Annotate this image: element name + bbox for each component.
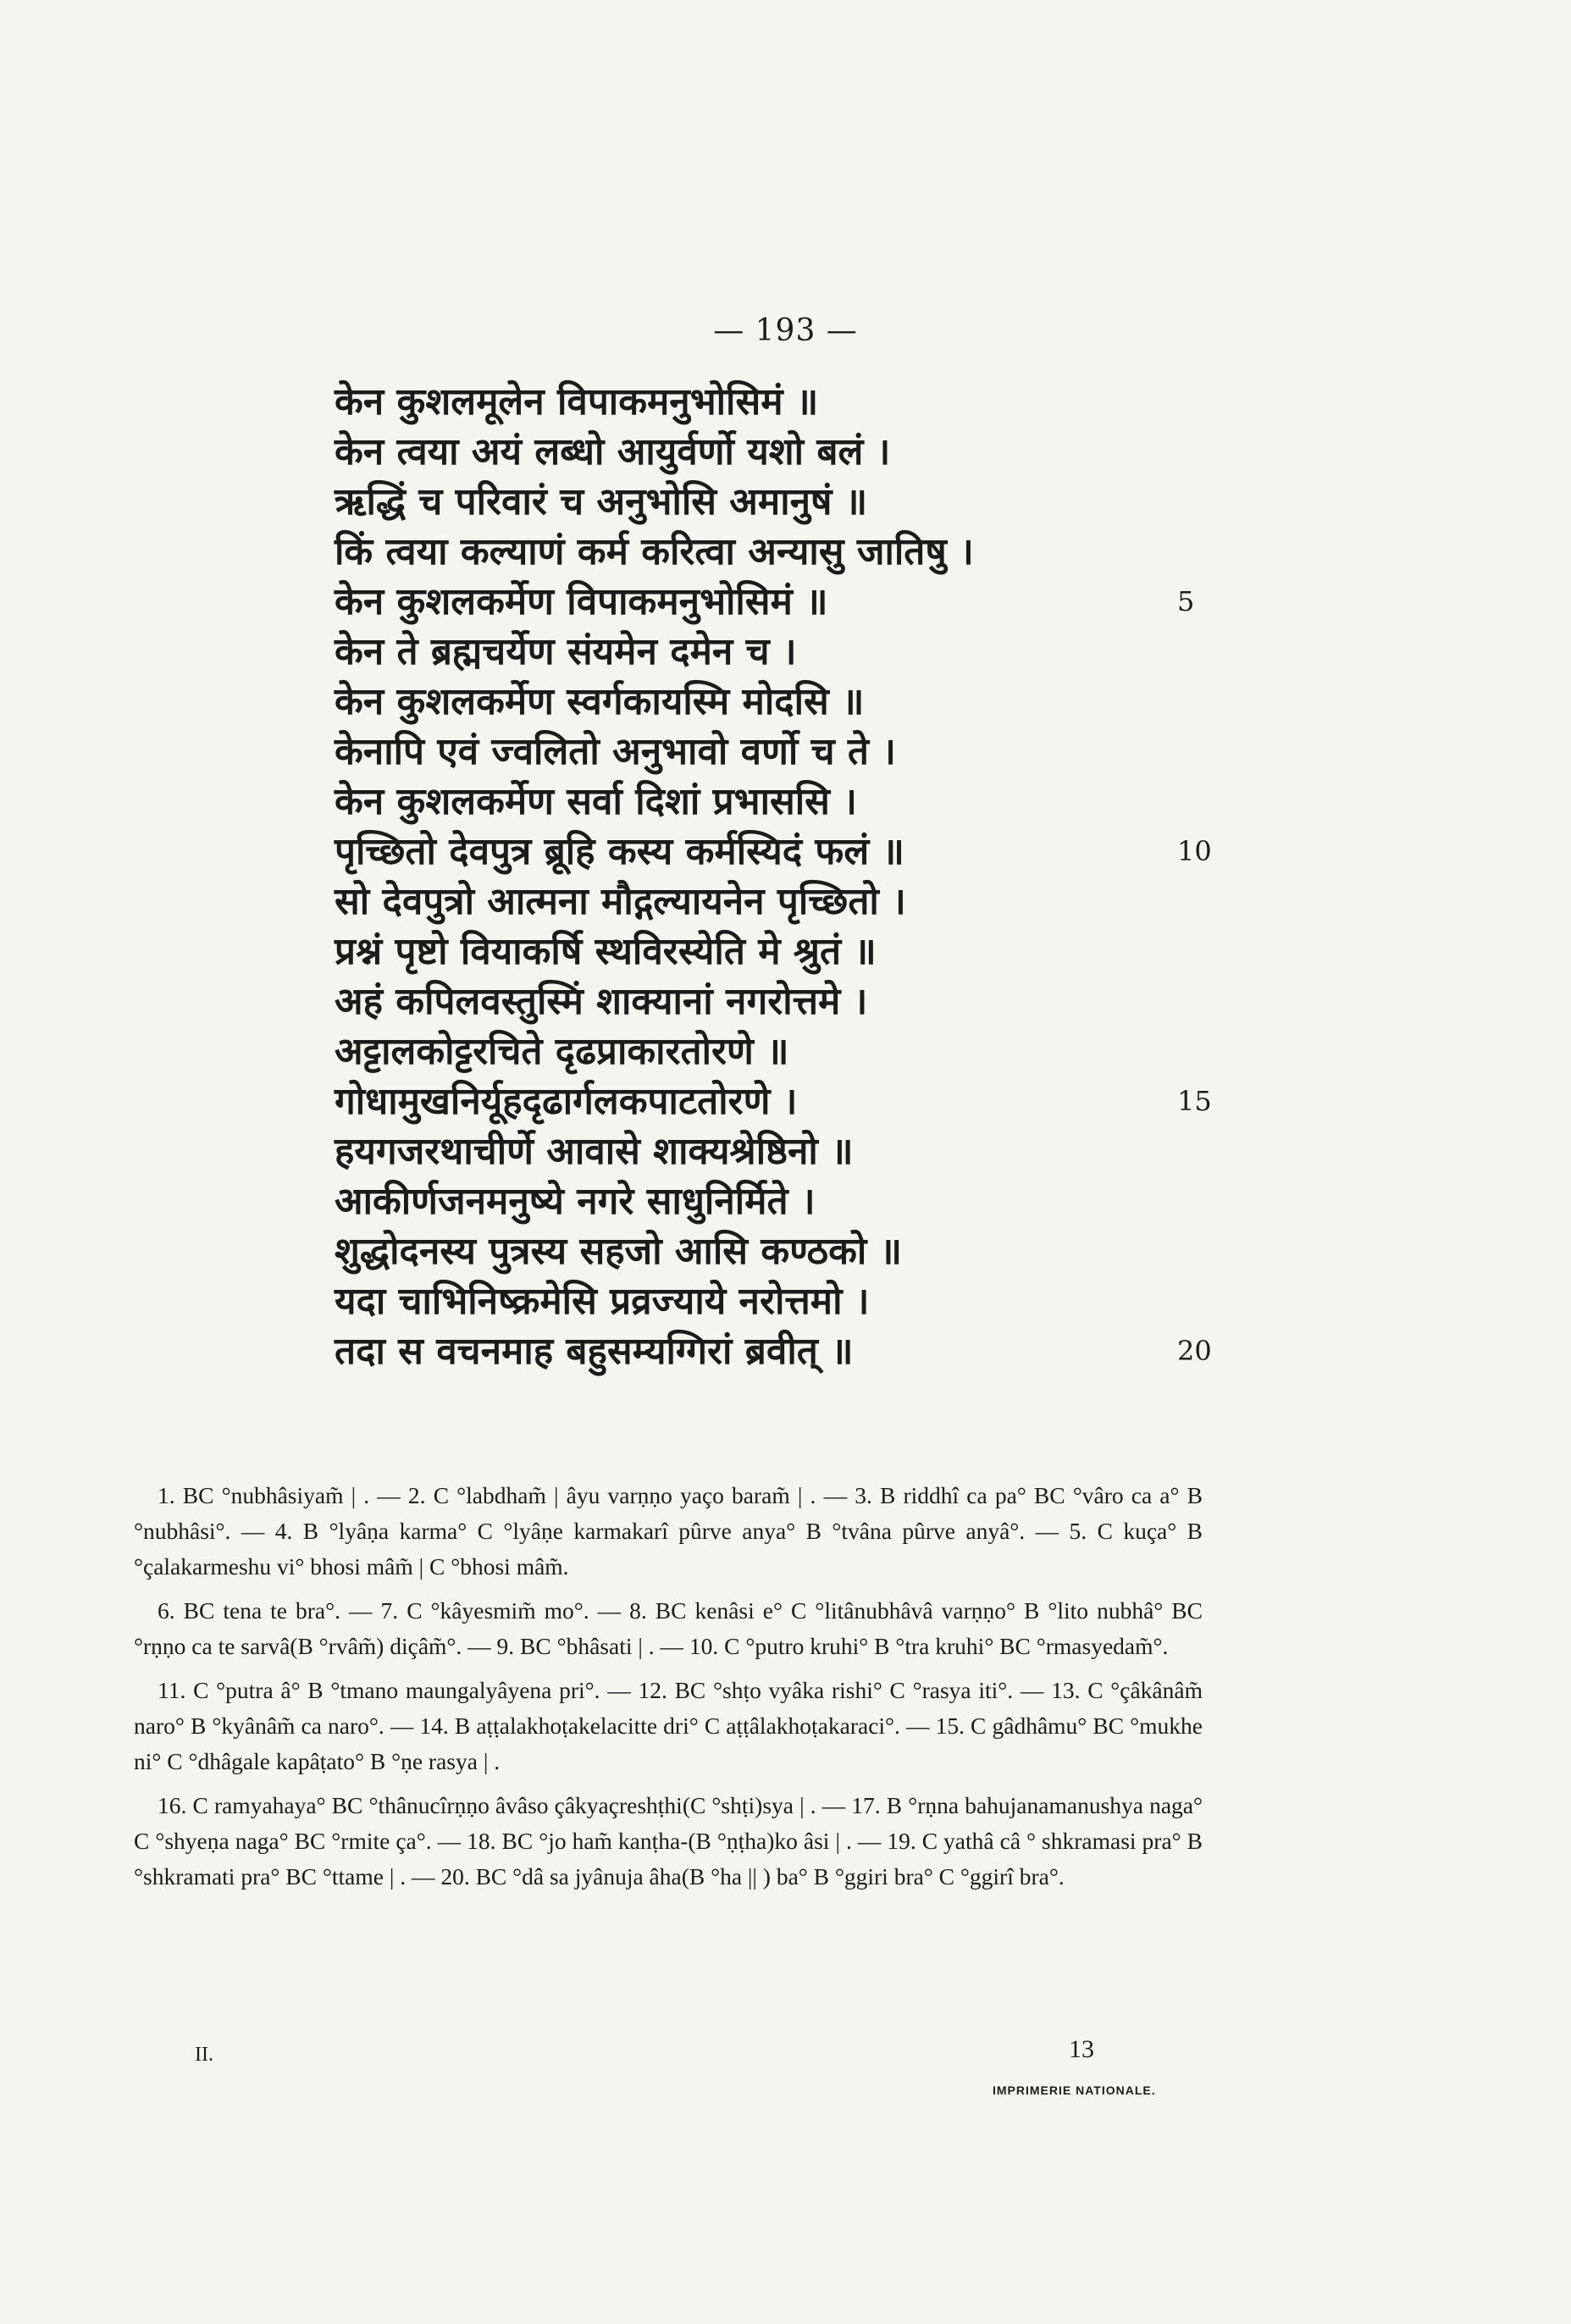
verse-line	[335, 527, 1368, 577]
verse-text: किं त्वया कल्याणं कर्म करित्वा अन्यासु जातिषु ।	[335, 530, 974, 573]
verse-line	[335, 477, 1368, 527]
verse-text: आकीर्णजनमनुष्ये नगरे साधुनिर्मिते ।	[335, 1180, 816, 1223]
verse-line	[335, 977, 1368, 1026]
verse-text: केन कुशलमूलेन विपाकमनुभोसिमं ॥	[335, 380, 819, 423]
verse-line	[335, 1276, 1368, 1326]
line-number: 10	[1177, 835, 1212, 867]
verse-line	[335, 1226, 1368, 1276]
verse-line	[335, 427, 1368, 477]
verse-line	[335, 877, 1368, 927]
verse-line	[335, 1326, 1368, 1376]
verse-text: यदा चाभिनिष्क्रमेसि प्रव्रज्याये नरोत्तमो ।	[335, 1280, 870, 1323]
verse-text: प्रश्नं पृष्टो वियाकर्षि स्थविरस्येति मे श्रुतं ॥	[335, 930, 877, 973]
verse-text: तदा स वचनमाह बहुसम्यग्गिरां ब्रवीत् ॥	[335, 1330, 854, 1373]
verse-text: केन ते ब्रह्मचर्येण संयमेन दमेन च ।	[335, 630, 797, 673]
verse-line	[335, 627, 1368, 677]
variant-notes	[134, 1478, 1203, 1903]
verse-line	[335, 1076, 1368, 1126]
verse-line	[335, 1126, 1368, 1176]
note-paragraph: 11. C °putra â° B °tmano maungalyâyena pri°. — 12. BC °shṭo vyâka rishi° C °rasya iti°. — 13. C °çâkânâm̃ naro° B °kyânâm̃ ca naro°. — 14. B aṭṭalakhoṭakelacitte dri° C aṭṭâlakhoṭakaraci°. — 15. C gâdhâmu° BC °mukhe ni° C °dhâgale kapâṭato° B °ṇe rasya | .	[134, 1677, 1203, 1774]
verse-text: हयगजरथाचीर्णे आवासे शाक्यश्रेष्ठिनो ॥	[335, 1130, 854, 1173]
verse-line	[335, 1176, 1368, 1226]
verse-text: गोधामुखनिर्यूहदृढार्गलकपाटतोरणे ।	[335, 1080, 798, 1123]
verse-text: सो देवपुत्रो आत्मना मौद्गल्यायनेन पृच्छितो ।	[335, 880, 906, 923]
volume-mark: II.	[195, 2044, 213, 2066]
note-paragraph: 16. C ramyahaya° BC °thânucîrṇṇo âvâso çâkyaçreshṭhi(C °shṭi)sya | . — 17. B °rṇna bahujanamanushya naga° C °shyeṇa naga° BC °rmite ça°. — 18. BC °jo ham̃ kanṭha-(B °ṇṭha)ko âsi | . — 19. C yathâ câ ° shkramasi pra° B °shkramati pra° BC °ttame | . — 20. BC °dâ sa jyânuja âha(B °ha || ) ba° B °ggiri bra° C °ggirî bra°.	[134, 1792, 1203, 1890]
verse-text: केन कुशलकर्मेण स्वर्गकायस्मि मोदसि ॥	[335, 680, 865, 723]
signature-number: 13	[1069, 2035, 1094, 2063]
verse-text: केन कुशलकर्मेण विपाकमनुभोसिमं ॥	[335, 580, 828, 623]
verse-text: केनापि एवं ज्वलितो अनुभावो वर्णो च ते ।	[335, 730, 896, 773]
printer-imprint: IMPRIMERIE NATIONALE.	[993, 2083, 1156, 2097]
verse-line	[335, 377, 1368, 427]
verse-text: शुद्धोदनस्य पुत्रस्य सहजो आसि कण्ठको ॥	[335, 1230, 902, 1273]
verse-line	[335, 827, 1368, 877]
verse-line	[335, 577, 1368, 627]
verse-text: पृच्छितो देवपुत्र ब्रूहि कस्य कर्मस्यिदं फलं ॥	[335, 830, 904, 873]
note-paragraph: 1. BC °nubhâsiyam̃ | . — 2. C °labdham̃ | âyu varṇṇo yaço baram̃ | . — 3. B riddhî ca pa° BC °vâro ca a° B °nubhâsi°. — 4. B °lyâṇa karma° C °lyâṇe karmakarî pûrve anya° B °tvâna pûrve anyâ°. — 5. C kuça° B °çalakarmeshu vi° bhosi mâm̃ | C °bhosi mâm̃.	[134, 1482, 1203, 1580]
line-number: 15	[1177, 1085, 1212, 1117]
verse-text: केन कुशलकर्मेण सर्वा दिशां प्रभाससि ।	[335, 780, 857, 823]
page-number: — 193 —	[713, 313, 858, 348]
verse-line	[335, 927, 1368, 977]
verse-text: ऋद्धिं च परिवारं च अनुभोसि अमानुषं ॥	[335, 480, 868, 523]
note-paragraph: 6. BC tena te bra°. — 7. C °kâyesmim̃ mo°. — 8. BC kenâsi e° C °litânubhâvâ varṇṇo° B °lito nubhâ° BC °rṇṇo ca te sarvâ(B °rvâm̃) diçâm̃°. — 9. BC °bhâsati | . — 10. C °putro kruhi° B °tra kruhi° BC °rmasyedam̃°.	[134, 1597, 1203, 1659]
verse-text: अट्टालकोट्टरचिते दृढप्राकारतोरणे ॥	[335, 1030, 789, 1073]
line-number: 5	[1177, 585, 1195, 617]
verse-line	[335, 777, 1368, 827]
verse-block	[335, 377, 1368, 1376]
verse-text: केन त्वया अयं लब्धो आयुर्वर्णो यशो बलं ।	[335, 430, 891, 473]
verse-line	[335, 1026, 1368, 1076]
verse-line	[335, 727, 1368, 777]
verse-text: अहं कपिलवस्तुस्मिं शाक्यानां नगरोत्तमे ।	[335, 980, 868, 1023]
line-number: 20	[1177, 1335, 1212, 1367]
verse-line	[335, 677, 1368, 727]
